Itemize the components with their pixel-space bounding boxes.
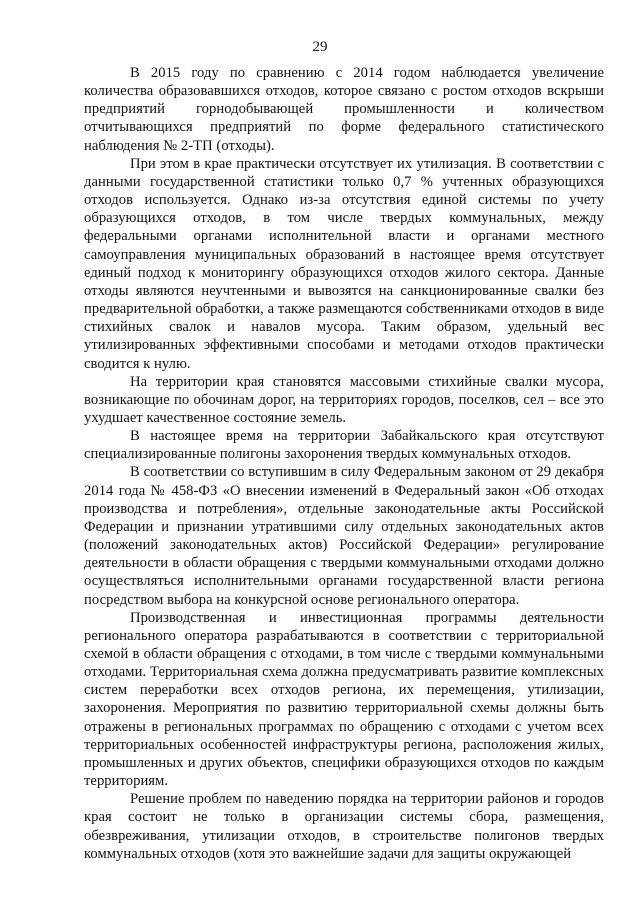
paragraph-utilization: При этом в крае практически отсутствует их утилизация. В соответствии с данными государственной статистики только 0,7 % учтенных образующихся отходов используется. Однако из-за отсутствия единой системы по учету образующихся отходов, в том числе твердых коммунальных, между федеральными органами исполнительной власти и органами местного самоуправления муниципальных образований в настоящее время отсутствует единый подход к мониторингу образующихся отходов жилого сектора. Данные отходы являются неучтенными и вывозятся на санкционированные свалки без предварительной обработки, а также размещаются собственниками отходов в виде стихийных свалок и навалов мусора. Таким образом, удельный вес утилизированных эффективными способами и методами отходов практически сводится к нулю. — [84, 155, 604, 372]
paragraph-landfills: В настоящее время на территории Забайкальского края отсутствуют специализированные полигоны захоронения твердых коммунальных отходов. — [84, 428, 604, 463]
paragraph-regional-operator: Производственная и инвестиционная программы деятельности регионального оператора разрабатываются в соответствии с территориальной схемой в области обращения с отходами, в том числе с твердыми коммунальными отходами. Территориальная схема должна предусматривать развитие комплексных систем переработки всех отходов региона, их перемещения, утилизации, захоронения. Мероприятия по развитию территориальной схемы должны быть отражены в региональных программах по обращению с отходами с учетом всех территориальных особенностей инфраструктуры региона, расположения жилых, промышленных и других объектов, специфики образующихся отходов по каждым территориям. — [84, 609, 604, 790]
page-number: 29 — [312, 39, 328, 55]
paragraph-solutions: Решение проблем по наведению порядка на территории районов и городов края состоит не только в организации системы сбора, размещения, обезвреживания, утилизации отходов, в строительстве полигонов твердых коммунальных отходов (хотя это важнейшие задачи для защиты окружающей — [84, 791, 604, 862]
paragraph-waste-growth: В 2015 году по сравнению с 2014 годом наблюдается увеличение количества образовавшихся отходов, которое связано с ростом отходов вскрыши предприятий горнодобывающей промышленности и количеством отчитывающихся предприятий по форме федерального статистического наблюдения № 2-ТП (отходы). — [84, 65, 604, 154]
paragraph-federal-law: В соответствии со вступившим в силу Федеральным законом от 29 декабря 2014 года № 458-ФЗ «О внесении изменений в Федеральный закон «Об отходах производства и потребления», отдельные законодательные акты Российской Федерации и признании утратившими силу отдельных законодательных актов (положений законодательных актов) Российской Федерации» регулирование деятельности в области обращения с твердыми коммунальными отходами должно осуществляться исполнительными органами государственной власти региона посредством выбора на конкурсной основе регионального оператора. — [84, 464, 604, 608]
paragraph-illegal-dumps: На территории края становятся массовыми стихийные свалки мусора, возникающие по обочинам дорог, на территориях городов, поселков, сел – все это ухудшает качественное состояние земель. — [84, 373, 604, 426]
body-text — [84, 64, 604, 863]
